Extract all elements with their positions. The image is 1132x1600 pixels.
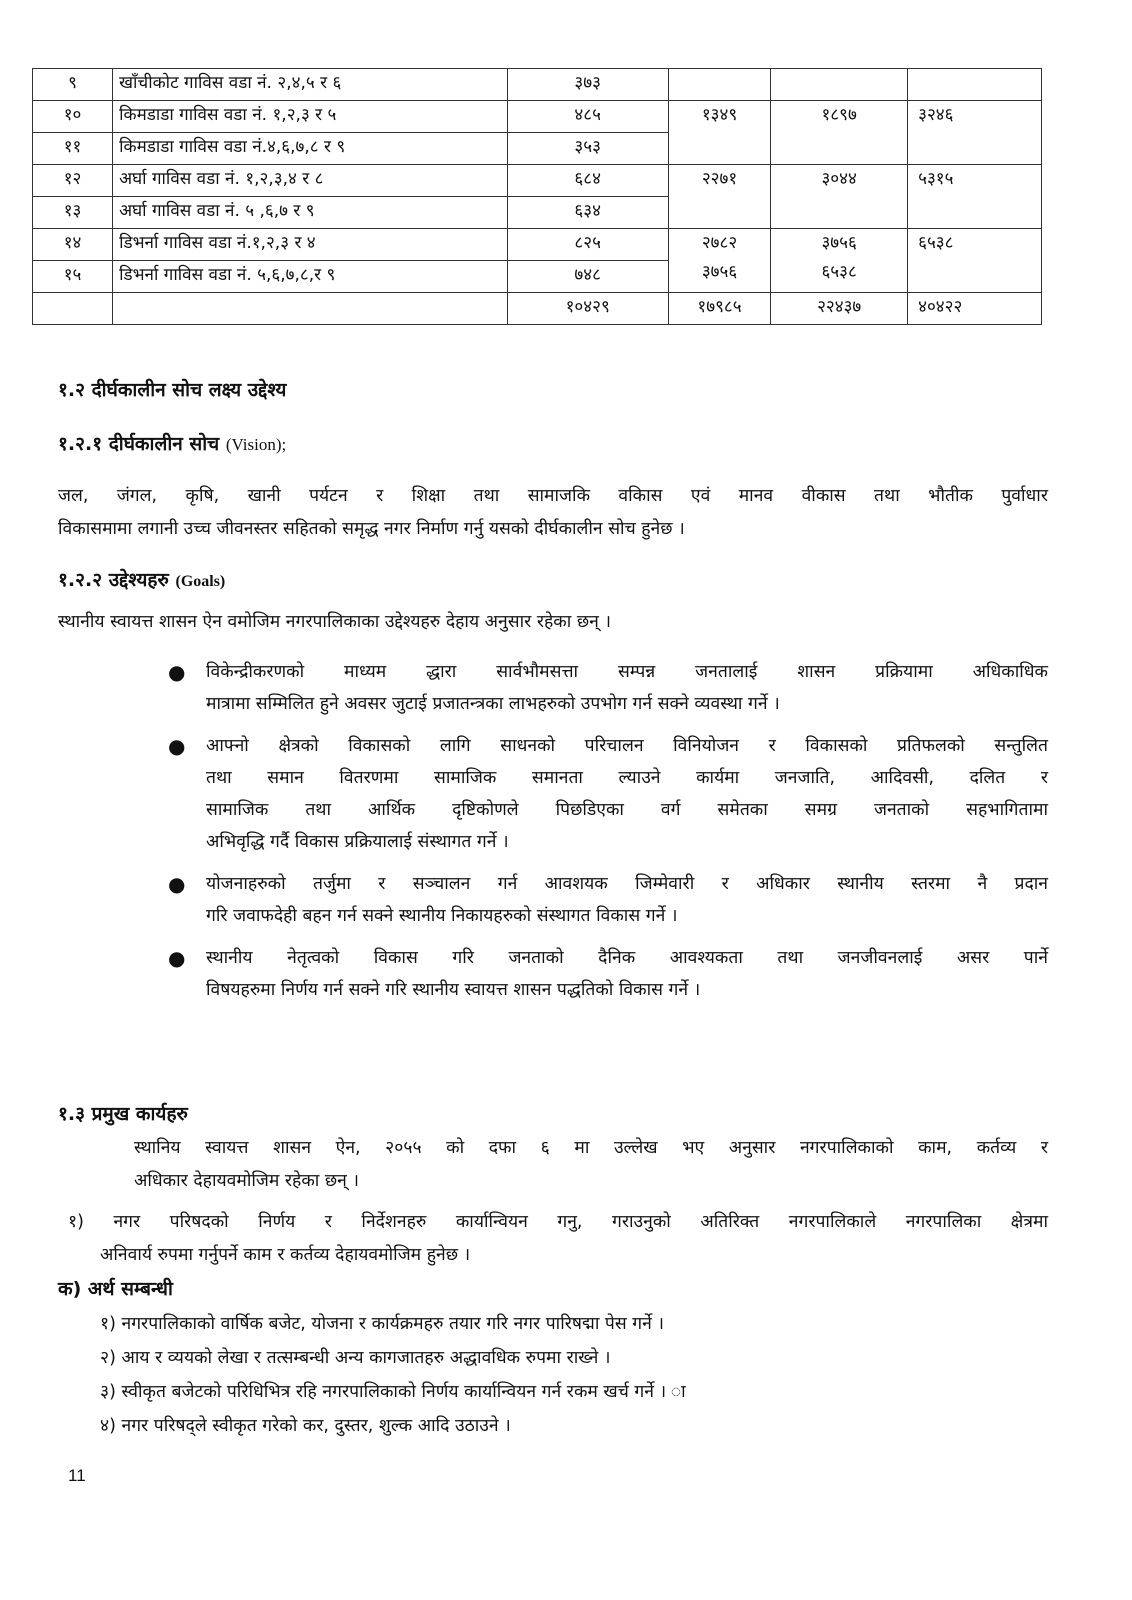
group-b-line-1: ३७५६ [821,233,857,253]
population-cell: ४८५ [507,101,668,133]
population-table [32,68,1042,325]
goal-line: गरि जवाफदेही बहन गर्न सक्ने स्थानीय निकायहरुको संस्थागत विकास गर्ने । [206,906,678,926]
serial-cell: १४ [33,229,113,261]
group-cell-c: ६५३८ [908,229,1042,293]
group-cell-a: १३४९ [668,101,770,165]
bullet-icon: ● [168,660,186,684]
group-a-line-2: ३७५६ [701,262,738,282]
vision-line-2: विकासमामा लगानी उच्च जीवनस्तर सहितको समृद्ध नगर निर्माण गर्नु यसको दीर्घकालीन सोच हुनेछ । [58,519,685,539]
group-cell-a [668,229,770,293]
list-item [58,730,1048,858]
total-b-cell: २२४३७ [771,293,908,325]
subsection-heading-finance: क) अर्थ सम्बन्धी [58,1278,173,1300]
empty-cell [113,293,507,325]
finance-item: १) नगरपालिकाको वार्षिक बजेट, योजना र कार्यक्रमहरु तयार गरि नगर पारिषद्मा पेस गर्ने । [100,1314,665,1334]
empty-cell [908,69,1042,101]
finance-item: ३) स्वीकृत बजेटको परिधिभित्र रहि नगरपालिकाको निर्णय कार्यान्वियन गर्न रकम खर्च गर्ने । ा [100,1382,686,1402]
goal-line: मात्रामा सम्मिलित हुने अवसर जुटाई प्रजातन्त्रका लाभहरुको उपभोग गर्न सक्ने व्यवस्था गर्ने । [206,694,780,714]
functions-intro-line-1: स्थानिय स्वायत्त शासन ऐन, २०५५ को दफा ६ मा उल्लेख भए अनुसार नगरपालिकाको काम, कर्तव्य र [134,1138,1048,1158]
goal-line: विकेन्द्रीकरणको माध्यम द्धारा सार्वभौमसत्ता सम्पन्न जनतालाई शासन प्रक्रियामा अधिकाधिक [206,662,1048,682]
section-heading-1-2-2 [58,566,225,592]
section-heading-1-2-1 [58,430,286,456]
area-cell: डिभर्ना गाविस वडा नं.१,२,३ र ४ [113,229,507,261]
table-row [33,229,1042,261]
page-number: 11 [68,1466,86,1485]
serial-cell: ११ [33,133,113,165]
bullet-icon: ● [168,872,186,896]
group-cell-c: ३२४६ [908,101,1042,165]
empty-cell [771,69,908,101]
group-cell-c: ५३१५ [908,165,1042,229]
goal-line: स्थानीय नेतृत्वको विकास गरि जनताको दैनिक आवश्यकता तथा जनजीवनलाई असर पार्ने [206,948,1048,968]
population-cell: ३७३ [507,69,668,101]
group-cell-b: १८९७ [771,101,908,165]
population-cell: ६३४ [507,197,668,229]
area-cell: खाँचीकोट गाविस वडा नं. २,४,५ र ६ [113,69,507,101]
list-item [58,868,1048,932]
vision-line-1: जल, जंगल, कृषि, खानी पर्यटन र शिक्षा तथा सामाजकि वकिास एवं मानव वीकास तथा भौतीक पुर्वाधार [58,486,1048,506]
population-cell: ८२५ [507,229,668,261]
population-cell: ७४८ [507,261,668,293]
serial-cell: ९ [33,69,113,101]
serial-cell: १० [33,101,113,133]
heading-latin: (Goals) [175,573,226,590]
empty-cell [668,69,770,101]
total-c-cell: ४०४२२ [908,293,1042,325]
population-cell: ६८४ [507,165,668,197]
serial-cell: १३ [33,197,113,229]
group-b-line-2: ६५३८ [821,262,857,282]
group-a-line-1: २७८२ [701,233,738,253]
area-cell: अर्घा गाविस वडा नं. १,२,३,४ र ८ [113,165,507,197]
functions-intro-line-2: अधिकार देहायवमोजिम रहेका छन् । [134,1171,360,1191]
serial-cell: १२ [33,165,113,197]
heading-text: १.२.२ उद्देश्यहरु [58,569,169,591]
heading-text: १.२.१ दीर्घकालीन सोच [58,433,220,455]
section-heading-1-3: १.३ प्रमुख कार्यहरु [58,1103,188,1125]
goals-intro: स्थानीय स्वायत्त शासन ऐन वमोजिम नगरपालिकाका उद्देश्यहरु देहाय अनुसार रहेका छन् । [58,612,611,632]
goal-line: योजनाहरुको तर्जुमा र सञ्चालन गर्न आवशयक जिम्मेवारी र अधिकार स्थानीय स्तरमा नै प्रदान [206,874,1048,894]
goal-line: अभिवृद्धि गर्दै विकास प्रक्रियालाई संस्थागत गर्ने । [206,832,509,852]
group-cell-b [771,229,908,293]
area-cell: किमडाडा गाविस वडा नं. १,२,३ र ५ [113,101,507,133]
empty-cell [33,293,113,325]
total-population-cell: १०४२९ [507,293,668,325]
finance-item: ४) नगर परिषद्ले स्वीकृत गरेको कर, दुस्तर, शुल्क आदि उठाउने । [100,1416,511,1436]
table-row [33,165,1042,197]
table-total-row [33,293,1042,325]
list-item [58,656,1048,720]
table-row [33,69,1042,101]
function-item-1-line-2: अनिवार्य रुपमा गर्नुपर्ने काम र कर्तव्य देहायवमोजिम हुनेछ । [100,1245,471,1265]
goal-line: आफ्नो क्षेत्रको विकासको लागि साधनको परिचालन विनियोजन र विकासको प्रतिफलको सन्तुलित [206,736,1048,756]
group-cell-b: ३०४४ [771,165,908,229]
goal-line: सामाजिक तथा आर्थिक दृष्टिकोणले पिछडिएका वर्ग समेतका समग्र जनताको सहभागितामा [206,800,1048,820]
goal-line: विषयहरुमा निर्णय गर्न सक्ने गरि स्थानीय स्वायत्त शासन पद्धतिको विकास गर्ने । [206,980,701,1000]
heading-latin: (Vision); [225,435,287,454]
population-cell: ३५३ [507,133,668,165]
table-row [33,101,1042,133]
section-heading-1-2: १.२ दीर्घकालीन सोच लक्ष्य उद्देश्य [58,379,287,401]
finance-item: २) आय र व्ययको लेखा र तत्सम्बन्धी अन्य कागजातहरु अद्धावधिक रुपमा राख्ने । [100,1348,611,1368]
goal-line: तथा समान वितरणमा सामाजिक समानता ल्याउने कार्यमा जनजाति, आदिवसी, दलित र [206,768,1048,788]
goals-list [58,656,1048,1016]
area-cell: किमडाडा गाविस वडा नं.४,६,७,८ र ९ [113,133,507,165]
area-cell: अर्घा गाविस वडा नं. ५ ,६,७ र ९ [113,197,507,229]
group-cell-a: २२७१ [668,165,770,229]
serial-cell: १५ [33,261,113,293]
function-item-1-line-1: १) नगर परिषदको निर्णय र निर्देशनहरु कार्यान्वियन गनु, गराउनुको अतिरिक्त नगरपालिकाले नगरपालिका क्षेत्रमा [68,1212,1048,1232]
list-item [58,942,1048,1006]
total-a-cell: १७९८५ [668,293,770,325]
area-cell: डिभर्ना गाविस वडा नं. ५,६,७,८,र ९ [113,261,507,293]
bullet-icon: ● [168,946,186,970]
bullet-icon: ● [168,734,186,758]
